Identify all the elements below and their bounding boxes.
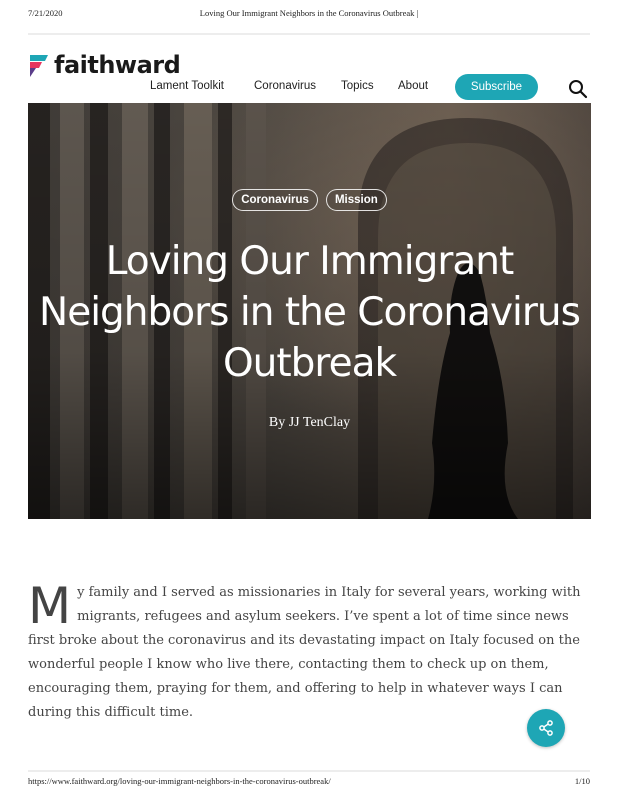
nav-lament-toolkit[interactable]: Lament Toolkit <box>150 80 224 92</box>
tag-list <box>28 189 591 211</box>
print-url: https://www.faithward.org/loving-our-immigrant-neighbors-in-the-coronavirus-outbreak/ <box>28 776 331 786</box>
tag-coronavirus[interactable]: Coronavirus <box>232 189 318 211</box>
drop-cap: M <box>28 577 72 635</box>
logo-wordmark: faithward <box>54 51 181 79</box>
title-line-2: Neighbors in the Coronavirus <box>39 290 580 335</box>
article-title <box>28 236 591 389</box>
header-divider <box>28 33 590 35</box>
nav-about[interactable]: About <box>398 80 429 92</box>
article-paragraph <box>28 577 591 725</box>
nav-coronavirus[interactable]: Coronavirus <box>254 80 316 92</box>
subscribe-button[interactable]: Subscribe <box>455 74 538 100</box>
nav-topics[interactable]: Topics <box>341 80 374 92</box>
hero-banner <box>28 103 591 519</box>
byline[interactable]: By JJ TenClay <box>268 415 351 430</box>
main-nav <box>150 74 590 100</box>
print-title: Loving Our Immigrant Neighbors in the Coronavirus Outbreak | <box>199 8 419 18</box>
print-header <box>28 8 590 22</box>
share-icon <box>538 720 554 736</box>
tag-mission[interactable]: Mission <box>326 189 387 211</box>
title-line-3: Outbreak <box>222 341 397 386</box>
footer-divider <box>28 770 590 772</box>
print-page-number: 1/10 <box>574 776 590 786</box>
print-date: 7/21/2020 <box>28 8 63 18</box>
print-footer <box>28 776 590 790</box>
search-icon[interactable] <box>568 79 588 99</box>
article-paragraph-text: y family and I served as missionaries in Italy for several years, working with migrants, refugees and asylum seekers. I’ve spent a lot of time since news first broke about the coronavirus and its devastating impact on Italy focused on the wonderful people I know who live there, contacting them to check up on them, encouraging them, praying for them, and offering to help in whatever ways I can during this difficult time. <box>28 585 581 720</box>
faithward-logo-icon <box>28 53 50 77</box>
share-button[interactable] <box>527 709 565 747</box>
title-line-1: Loving Our Immigrant <box>105 239 514 284</box>
